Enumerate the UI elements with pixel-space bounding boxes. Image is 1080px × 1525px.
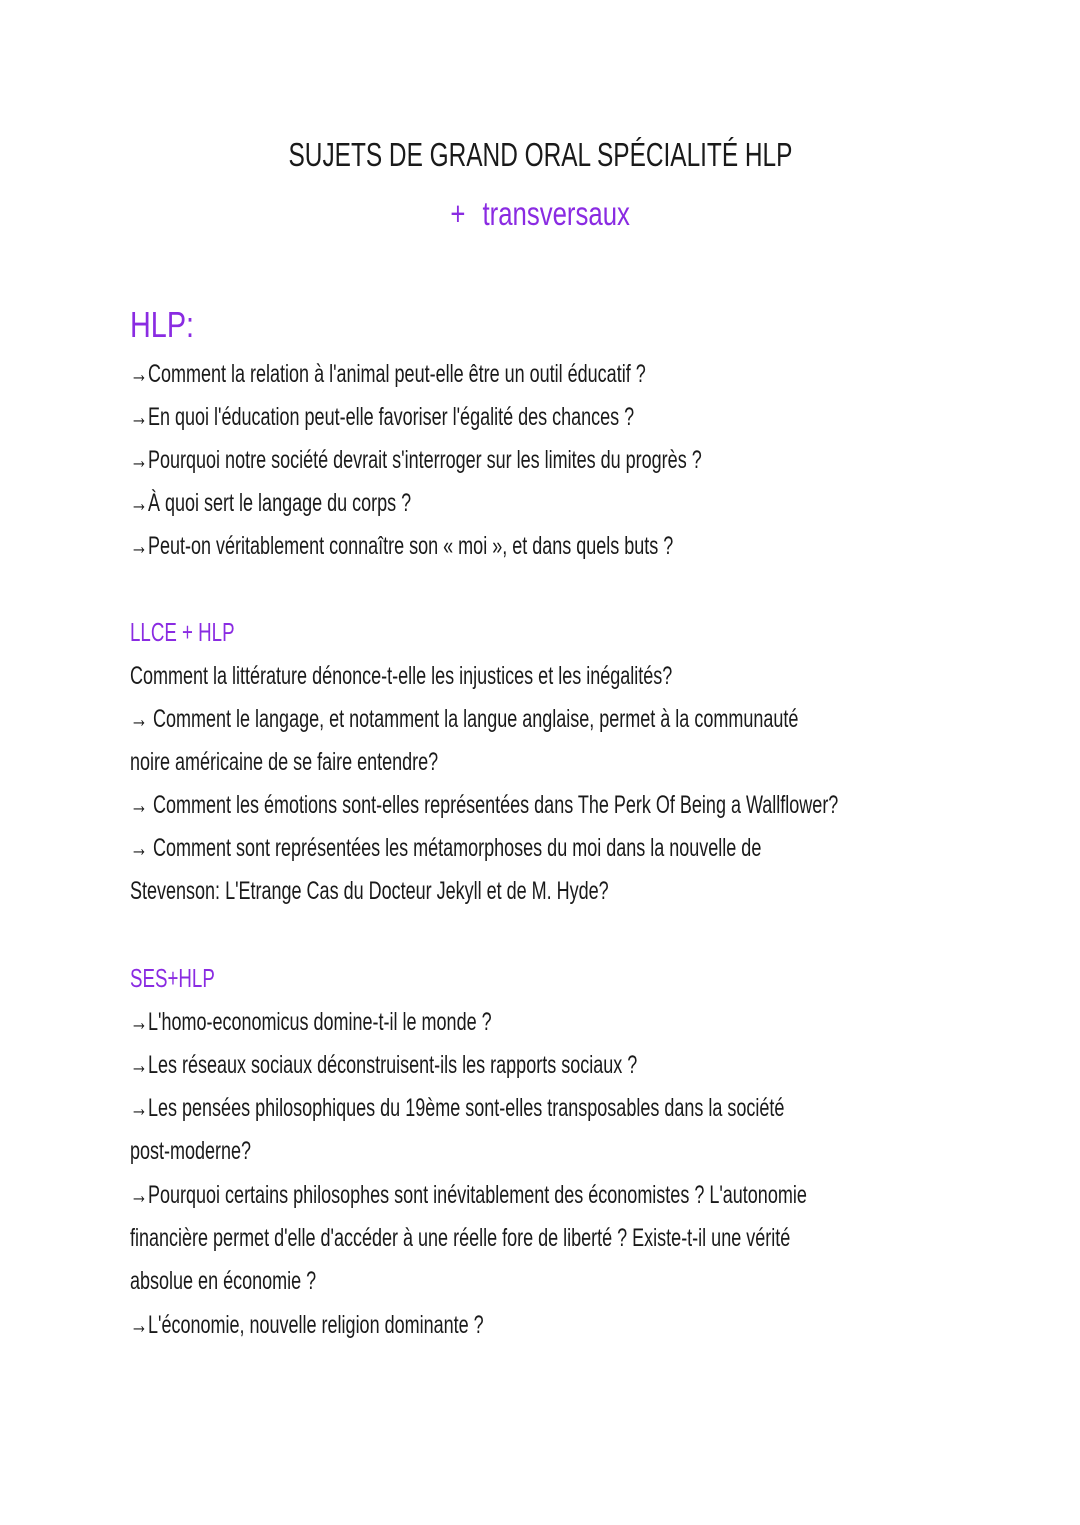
llce-question-line: → Comment les émotions sont-elles représentées dans The Perk Of Being a Wallflower? xyxy=(130,791,839,819)
llce-question-line: → Comment le langage, et notamment la langue anglaise, permet à la communauté xyxy=(130,705,799,733)
ses-question-line: post-moderne? xyxy=(130,1137,252,1165)
section-heading-hlp: HLP: xyxy=(130,304,195,345)
ses-question-line: financière permet d'elle d'accéder à une réelle fore de liberté ? Existe-t-il une vérité xyxy=(130,1224,791,1252)
ses-question-line: →Les pensées philosophiques du 19ème sont-elles transposables dans la société xyxy=(130,1094,785,1122)
hlp-question-line: →Comment la relation à l'animal peut-elle être un outil éducatif ? xyxy=(130,360,646,388)
ses-question-line: →L'homo-economicus domine-t-il le monde ? xyxy=(130,1008,492,1036)
ses-question-line: →L'économie, nouvelle religion dominante ? xyxy=(130,1311,484,1339)
hlp-question-line: →Peut-on véritablement connaître son « moi », et dans quels buts ? xyxy=(130,532,674,560)
llce-question-line: → Comment sont représentées les métamorphoses du moi dans la nouvelle de xyxy=(130,834,762,862)
section-heading-ses: SES+HLP xyxy=(130,963,215,993)
hlp-question-line: →En quoi l'éducation peut-elle favoriser l'égalité des chances ? xyxy=(130,403,635,431)
ses-question-line: →Les réseaux sociaux déconstruisent-ils les rapports sociaux ? xyxy=(130,1051,638,1079)
hlp-question-line: →À quoi sert le langage du corps ? xyxy=(130,489,412,517)
subtitle-text: transversaux xyxy=(482,195,630,232)
llce-question-line: Stevenson: L'Etrange Cas du Docteur Jekyll et de M. Hyde? xyxy=(130,877,609,905)
ses-question-line: →Pourquoi certains philosophes sont inévitablement des économistes ? L'autonomie xyxy=(130,1181,807,1209)
document-title: SUJETS DE GRAND ORAL SPÉCIALITÉ HLP xyxy=(288,136,792,173)
llce-question-line: Comment la littérature dénonce-t-elle les injustices et les inégalités? xyxy=(130,662,673,690)
llce-question-line: noire américaine de se faire entendre? xyxy=(130,748,439,776)
hlp-question-line: →Pourquoi notre société devrait s'interroger sur les limites du progrès ? xyxy=(130,446,702,474)
section-heading-llce: LLCE + HLP xyxy=(130,617,235,647)
plus-sign: + xyxy=(450,195,466,232)
ses-question-line: absolue en économie ? xyxy=(130,1267,317,1295)
document-subtitle xyxy=(0,192,1080,236)
